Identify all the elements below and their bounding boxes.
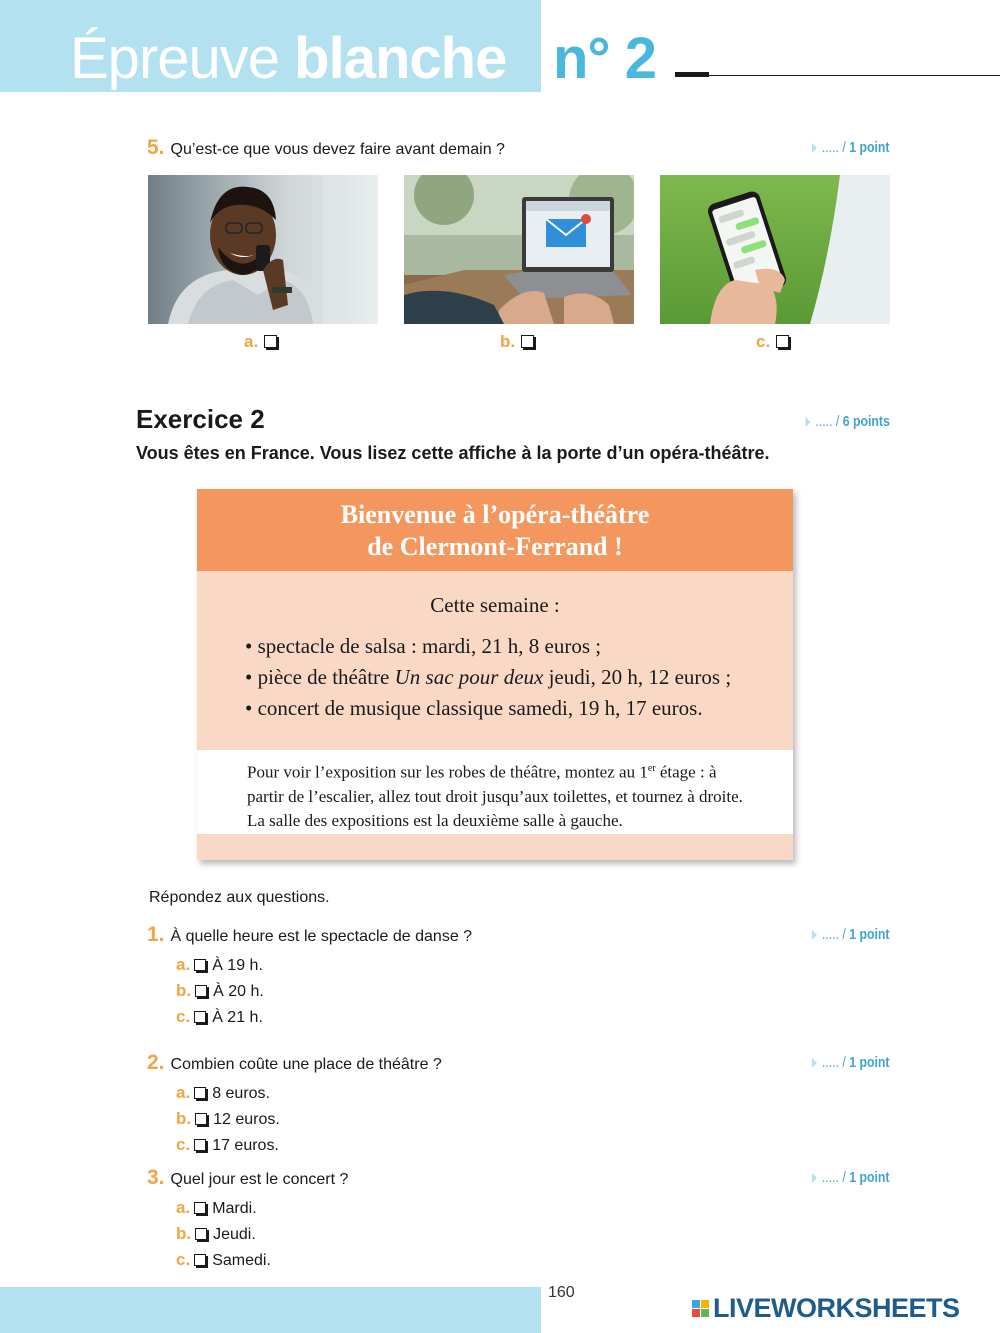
points-value: 1 point [849, 1169, 890, 1186]
photo-laptop-email [404, 175, 634, 324]
exercise-intro: Vous êtes en France. Vous lisez cette affiche à la porte d’un opéra-théâtre. [136, 443, 770, 463]
points-score[interactable] [812, 139, 890, 156]
question-number: 1. [147, 923, 165, 946]
option-letter: a. [176, 1198, 191, 1217]
option-letter: c. [176, 1007, 191, 1026]
title-bold: blanche [294, 26, 507, 91]
points-blank: ..... / [822, 1054, 847, 1071]
exercise-title: Exercice 2 [136, 404, 265, 434]
liveworksheets-icon [692, 1300, 709, 1317]
question-text: Quel jour est le concert ? [170, 1171, 349, 1188]
option-2c[interactable] [176, 1135, 279, 1156]
brand-name: LIVEWORKSHEETS [713, 1293, 960, 1323]
poster-title-line2: de Clermont-Ferrand ! [367, 532, 623, 561]
event-text: jeudi, 20 h, 12 euros ; [543, 665, 732, 689]
points-blank: ..... / [822, 139, 847, 156]
note-sup: er [647, 763, 656, 774]
header-rule [709, 75, 1000, 76]
checkbox[interactable] [264, 335, 277, 348]
points-value: 6 points [842, 413, 890, 430]
option-text: À 21 h. [212, 1009, 263, 1026]
question-text: À quelle heure est le spectacle de danse ? [170, 928, 473, 945]
play-title: Un sac pour deux [394, 665, 544, 689]
option-a-5[interactable] [244, 332, 277, 352]
points-score[interactable] [812, 1169, 890, 1186]
option-1b[interactable] [176, 981, 264, 1002]
checkbox[interactable] [521, 335, 534, 348]
note-text: étage : à partir de l’escalier, allez tout droit jusqu’aux toilettes, et tournez à droite. La salle des expositions est la deuxième salle à gauche. [247, 762, 743, 830]
points-score[interactable] [812, 1054, 890, 1071]
option-c-5[interactable] [756, 332, 789, 352]
poster [197, 489, 793, 860]
option-text: 8 euros. [212, 1085, 270, 1102]
poster-note [247, 757, 757, 833]
poster-week-heading: Cette semaine : [430, 593, 560, 617]
play-arrow-icon [812, 930, 817, 940]
checkbox[interactable] [194, 1087, 206, 1099]
option-3b[interactable] [176, 1224, 256, 1245]
points-value: 1 point [849, 1054, 890, 1071]
option-text: 17 euros. [212, 1137, 279, 1154]
exercise-points[interactable] [806, 413, 890, 430]
option-letter: c. [176, 1135, 191, 1154]
event-text: pièce de théâtre [257, 665, 395, 689]
checkbox[interactable] [194, 1202, 206, 1214]
title-light: Épreuve [70, 26, 280, 91]
liveworksheets-logo[interactable] [692, 1293, 960, 1324]
option-letter: a. [176, 955, 191, 974]
question-text: Qu’est-ce que vous devez faire avant demain ? [170, 141, 505, 158]
checkbox[interactable] [194, 1254, 206, 1266]
page-number: 160 [548, 1284, 575, 1301]
question-1 [147, 925, 472, 947]
option-letter: a. [244, 332, 259, 351]
checkbox[interactable] [195, 1113, 207, 1125]
event-theatre [245, 662, 731, 693]
poster-title-line1: Bienvenue à l’opéra-théâtre [340, 500, 650, 529]
points-blank: ..... / [822, 1169, 847, 1186]
instruction: Répondez aux questions. [149, 889, 330, 906]
option-text: À 20 h. [213, 983, 264, 1000]
checkbox[interactable] [776, 335, 789, 348]
poster-title [197, 489, 793, 571]
option-text: Jeudi. [213, 1226, 256, 1243]
option-text: Mardi. [212, 1200, 257, 1217]
poster-events [245, 631, 731, 724]
question-number: 3. [147, 1166, 165, 1189]
question-text: Combien coûte une place de théâtre ? [170, 1056, 442, 1073]
option-3a[interactable] [176, 1198, 257, 1219]
photo-smartphone-messages [660, 175, 890, 324]
question-number: 5. [147, 136, 165, 159]
option-text: 12 euros. [213, 1111, 280, 1128]
page-title [70, 24, 506, 94]
points-blank: ..... / [815, 413, 840, 430]
points-value: 1 point [849, 926, 890, 943]
checkbox[interactable] [194, 959, 206, 971]
option-3c[interactable] [176, 1250, 271, 1271]
option-text: Samedi. [212, 1252, 271, 1269]
question-2 [147, 1053, 442, 1075]
event-salsa: • spectacle de salsa : mardi, 21 h, 8 euros ; [245, 631, 731, 662]
play-arrow-icon [812, 143, 817, 153]
photo-man-on-phone [148, 175, 378, 324]
event-concert: • concert de musique classique samedi, 19 h, 17 euros. [245, 693, 731, 724]
option-2b[interactable] [176, 1109, 280, 1130]
option-2a[interactable] [176, 1083, 270, 1104]
checkbox[interactable] [194, 1139, 206, 1151]
question-3 [147, 1168, 348, 1190]
option-1c[interactable] [176, 1007, 263, 1028]
checkbox[interactable] [194, 1011, 206, 1023]
question-5 [147, 138, 505, 160]
option-b-5[interactable] [500, 332, 534, 352]
option-letter: b. [176, 1224, 192, 1243]
play-arrow-icon [812, 1173, 817, 1183]
option-letter: b. [176, 1109, 192, 1128]
checkbox[interactable] [195, 985, 207, 997]
option-letter: a. [176, 1083, 191, 1102]
test-number: n° 2 [553, 26, 656, 91]
option-letter: c. [756, 332, 771, 351]
points-blank: ..... / [822, 926, 847, 943]
option-1a[interactable] [176, 955, 263, 976]
footer-band [0, 1287, 541, 1333]
note-text: Pour voir l’exposition sur les robes de théâtre, montez au 1 [247, 762, 648, 782]
play-arrow-icon [812, 1058, 817, 1068]
option-letter: b. [176, 981, 192, 1000]
points-score[interactable] [812, 926, 890, 943]
option-letter: c. [176, 1250, 191, 1269]
play-arrow-icon [806, 417, 811, 427]
option-text: À 19 h. [212, 957, 263, 974]
checkbox[interactable] [195, 1228, 207, 1240]
question-number: 2. [147, 1051, 165, 1074]
option-letter: b. [500, 332, 516, 351]
header-dash [675, 72, 709, 77]
points-value: 1 point [849, 139, 890, 156]
